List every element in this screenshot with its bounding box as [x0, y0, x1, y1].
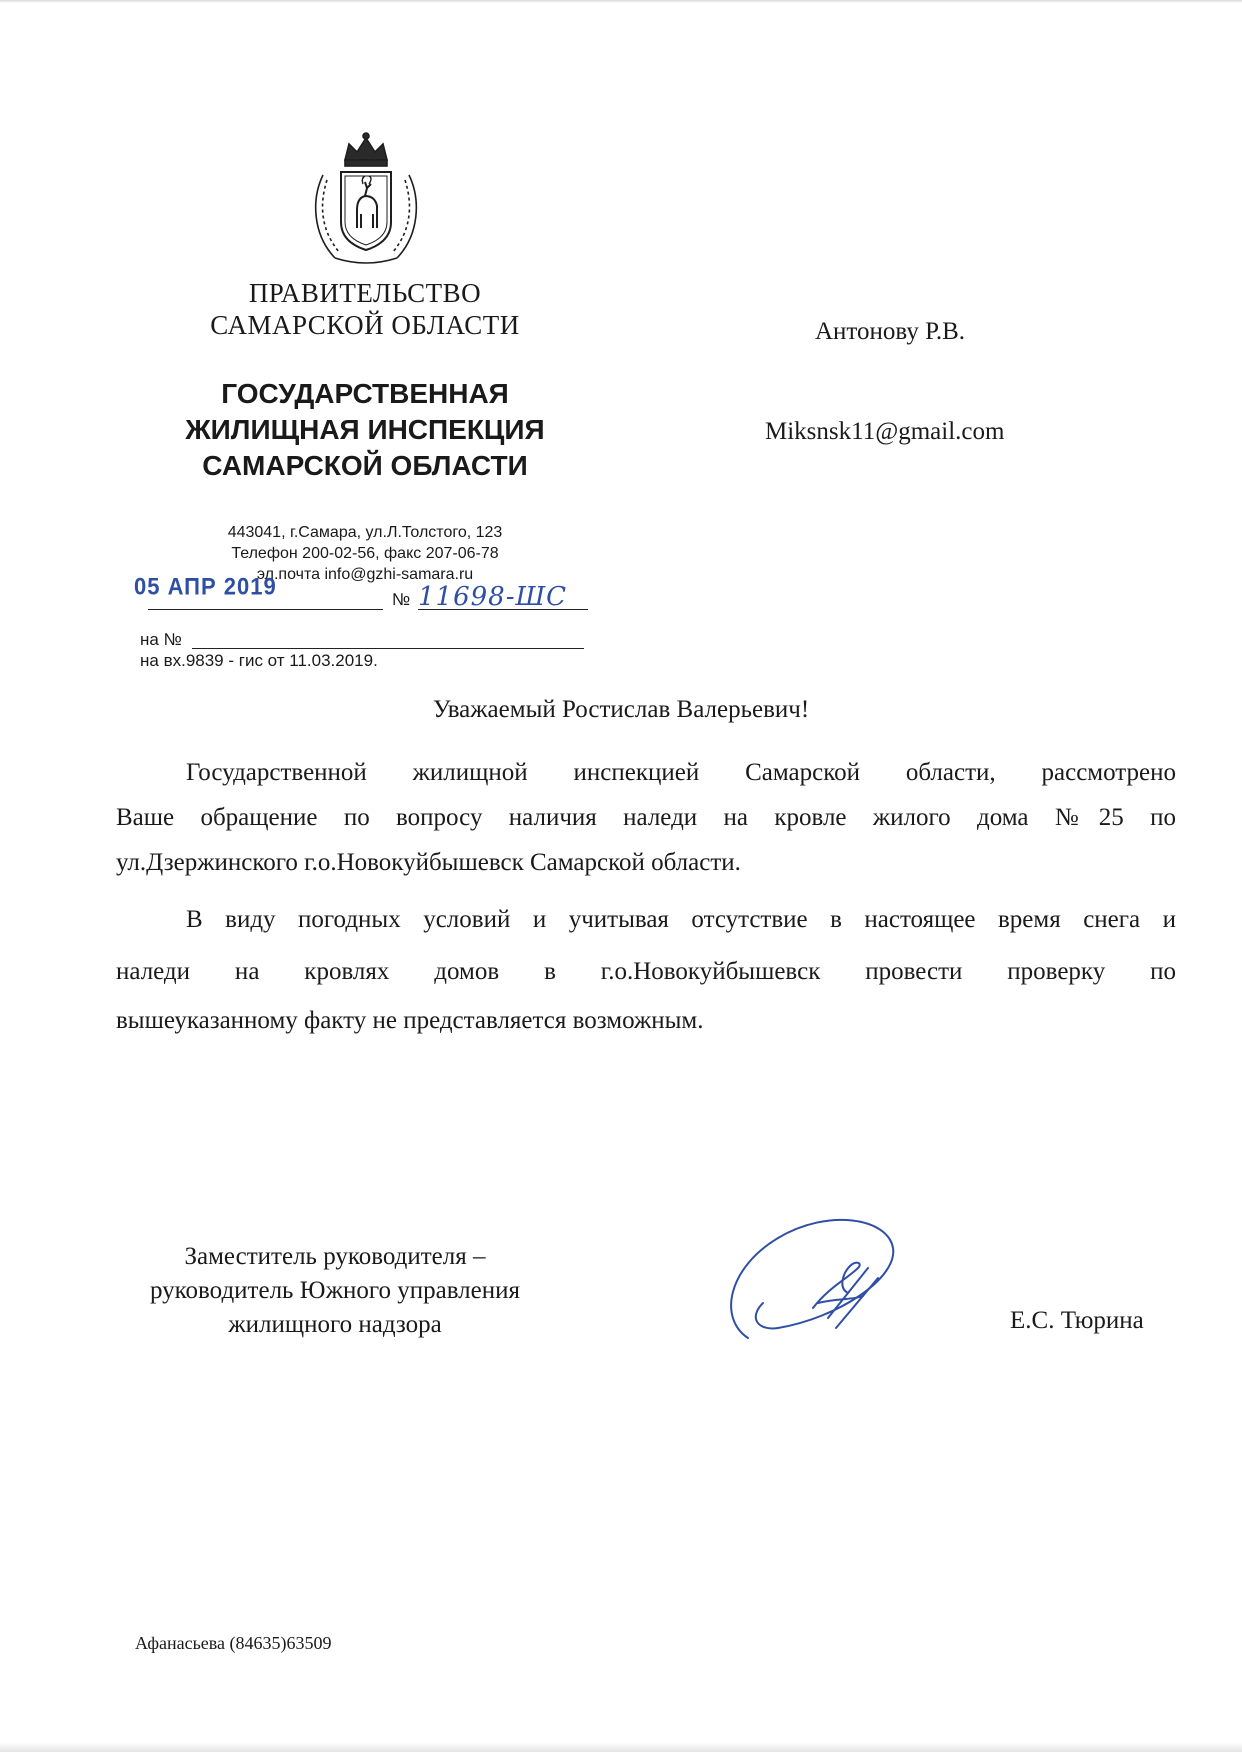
signer-title-line3: жилищного надзора [228, 1311, 442, 1338]
signer-title-line1: Заместитель руководителя – [184, 1243, 486, 1270]
reply-to-label: на № [140, 630, 182, 649]
reply-to-underline [192, 648, 584, 649]
paragraph1-line2: Ваше обращение по вопросу наличия наледи на кровле жилого дома №25 по [116, 804, 1176, 831]
paragraph1-line3: ул.Дзержинского г.о.Новокуйбышевск Самарской области. [116, 849, 741, 876]
government-name-line1: ПРАВИТЕЛЬСТВО [248, 278, 482, 308]
recipient-email: Miksnsk11@gmail.com [765, 418, 1005, 445]
recipient-name: Антонову Р.В. [815, 318, 966, 345]
incoming-reference: на вх.9839 - гис от 11.03.2019. [140, 651, 378, 670]
inspection-name-line1: ГОСУДАРСТВЕННАЯ [221, 378, 509, 409]
paragraph2-line1: В виду погодных условий и учитывая отсутствие в настоящее время снега и [186, 906, 1176, 933]
inspection-name-line3: САМАРСКОЙ ОБЛАСТИ [202, 450, 528, 481]
phone-line: Телефон 200-02-56, факс 207-06-78 [231, 545, 499, 562]
samara-coat-of-arms-icon [305, 130, 427, 268]
executor-contact: Афанасьева (84635)63509 [135, 1633, 332, 1653]
number-label: № [392, 590, 411, 609]
scan-edge-top [0, 0, 1242, 3]
signer-name: Е.С. Тюрина [1010, 1307, 1144, 1334]
paragraph2-line3: вышеуказанному факту не представляется возможным. [116, 1007, 704, 1034]
government-name-line2: САМАРСКОЙ ОБЛАСТИ [210, 310, 520, 340]
paragraph2-line2: наледи на кровлях домов в г.о.Новокуйбышевск провести проверку по [116, 958, 1176, 985]
date-stamp: 05 АПР 2019 [134, 572, 277, 601]
paragraph1-line1: Государственной жилищной инспекцией Самарской области, рассмотрено [186, 759, 1176, 786]
scan-edge-bottom [0, 1742, 1242, 1752]
date-underline [148, 609, 383, 610]
inspection-name-line2: ЖИЛИЩНАЯ ИНСПЕКЦИЯ [185, 414, 545, 445]
address-line: 443041, г.Самара, ул.Л.Толстого, 123 [227, 524, 503, 541]
greeting: Уважаемый Ростислав Валерьевич! [432, 696, 810, 723]
signer-title-line2: руководитель Южного управления [149, 1277, 521, 1304]
outgoing-number-handwritten: 11698-ШС [418, 582, 568, 612]
email-line: эл.почта info@gzhi-samara.ru [256, 566, 474, 583]
handwritten-signature [718, 1208, 908, 1348]
